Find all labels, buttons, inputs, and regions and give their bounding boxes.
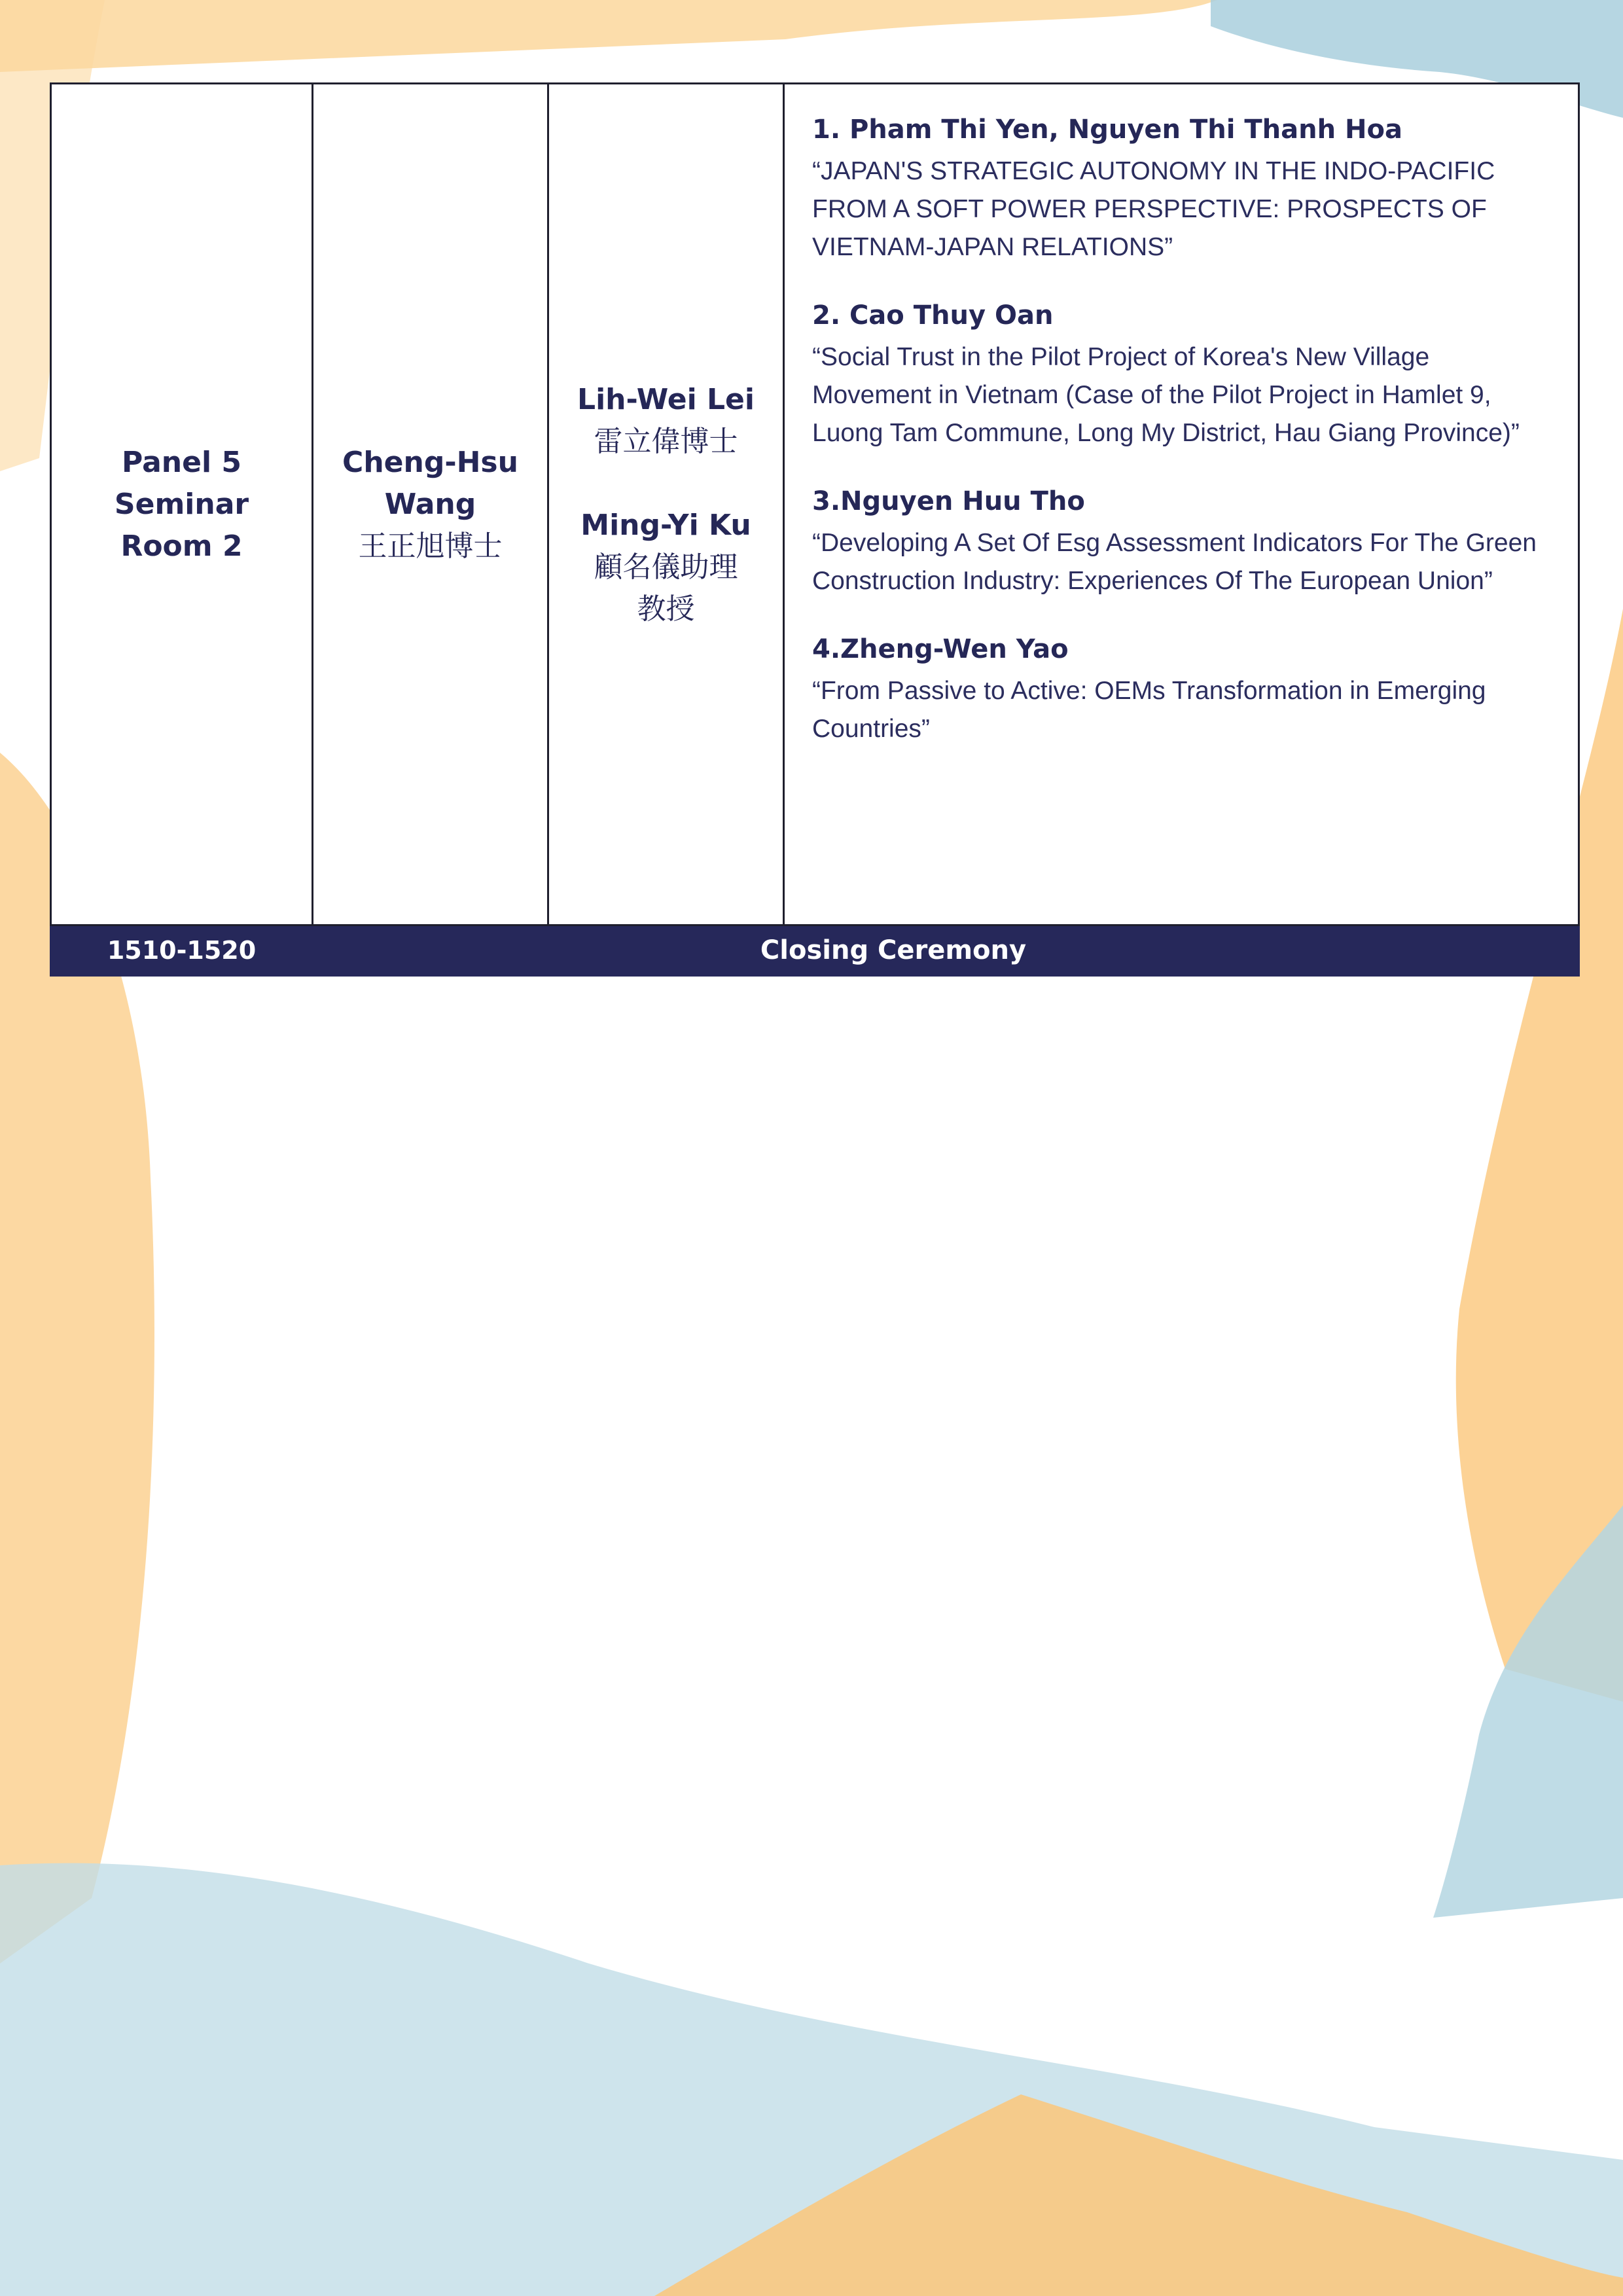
paper-entry	[812, 630, 1552, 748]
chair-name-line: Cheng-Hsu	[342, 445, 518, 479]
chair-cjk-name: 王正旭博士	[358, 529, 503, 563]
discussant-cjk-name: 教授	[637, 592, 695, 626]
paper-entry	[812, 111, 1552, 266]
discussant-cjk-name: 顧名儀助理	[594, 550, 738, 584]
paper-author: 2. Cao Thuy Oan	[812, 300, 1054, 331]
paper-entry	[812, 482, 1552, 600]
paper-author: 4.Zheng-Wen Yao	[812, 634, 1069, 664]
discussant-cjk-name: 雷立偉博士	[594, 424, 738, 458]
paper-title: “From Passive to Active: OEMs Transformation in Emerging Countries”	[812, 677, 1486, 743]
paper-title: “Developing A Set Of Esg Assessment Indicators For The Green Construction Industry: Experiences Of The European Union”	[812, 529, 1537, 595]
panel-5-row	[51, 84, 1579, 925]
chair-cell	[313, 84, 548, 925]
chair-name-line: Wang	[384, 487, 476, 521]
paper-title: “Social Trust in the Pilot Project of Korea's New Village Movement in Vietnam (Case of the Pilot Project in Hamlet 9, Luong Tam Commune, Long My District, Hau Giang Province)”	[812, 343, 1520, 447]
closing-time: 1510-1520	[51, 925, 313, 976]
discussant-name: Ming-Yi Ku	[580, 508, 751, 542]
spacer	[549, 463, 783, 505]
discussant-name: Lih-Wei Lei	[577, 382, 755, 416]
panel-label-line: Panel 5	[122, 445, 241, 479]
program-table	[50, 82, 1580, 977]
paper-author: 1. Pham Thi Yen, Nguyen Thi Thanh Hoa	[812, 115, 1402, 145]
papers-cell	[784, 84, 1579, 925]
closing-row	[51, 925, 1579, 976]
panel-label-cell	[51, 84, 313, 925]
paper-title: “JAPAN'S STRATEGIC AUTONOMY IN THE INDO-PACIFIC FROM A SOFT POWER PERSPECTIVE: PROSPECTS OF VIETNAM-JAPAN RELATIONS”	[812, 157, 1495, 261]
closing-ceremony-label: Closing Ceremony	[313, 925, 1579, 976]
discussants-cell	[548, 84, 784, 925]
paper-entry	[812, 296, 1552, 452]
paper-author: 3.Nguyen Huu Tho	[812, 486, 1085, 516]
panel-label-line: Room 2	[120, 529, 243, 563]
panel-label-line: Seminar	[114, 487, 249, 521]
